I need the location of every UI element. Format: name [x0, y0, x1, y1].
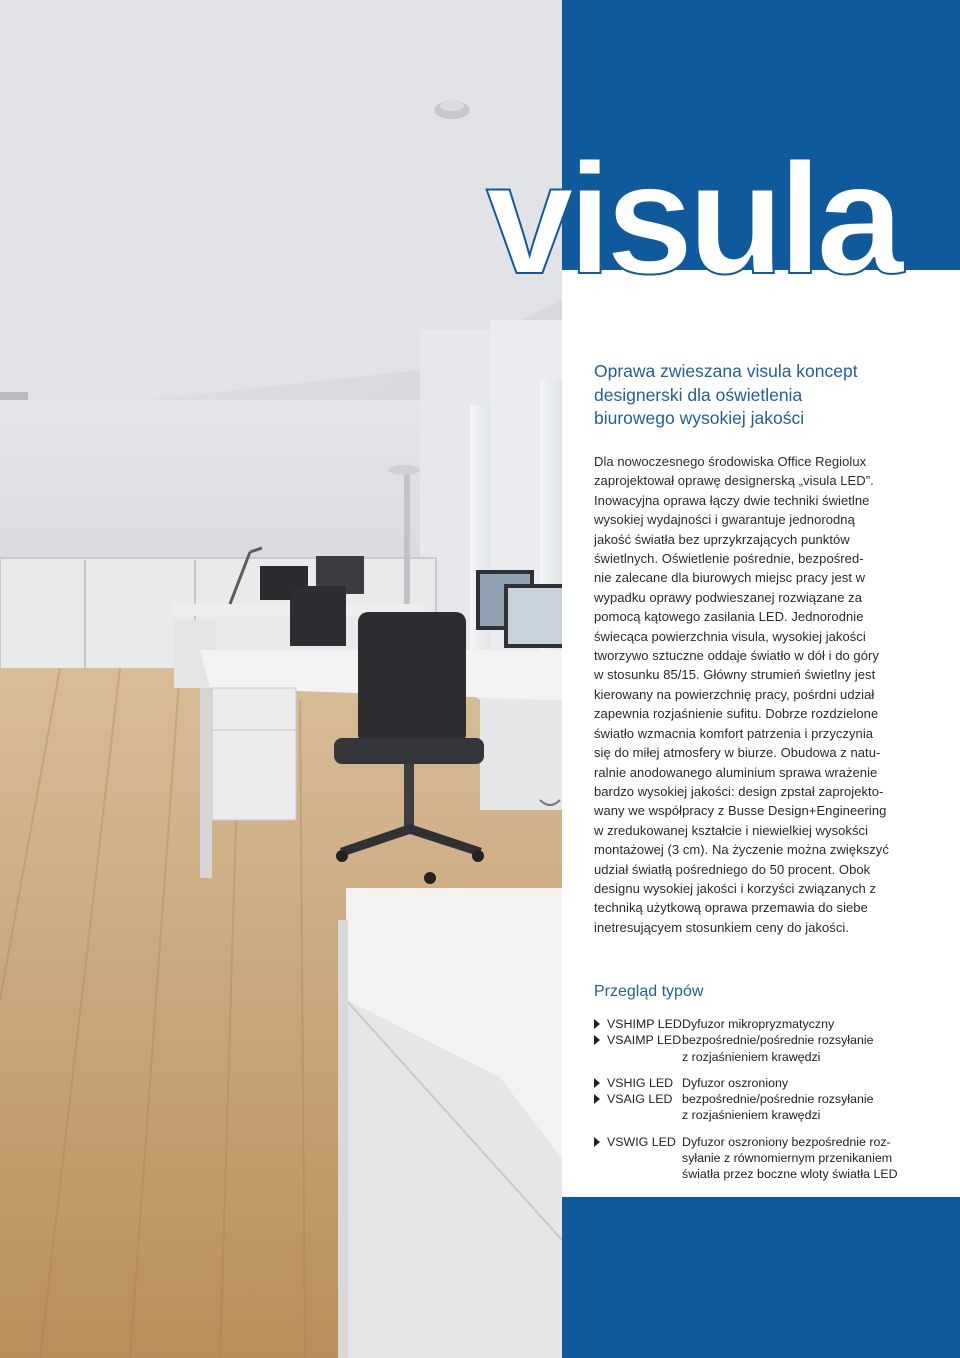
- paragraph-line: się do miłej atmosfery w biurze. Obudowa z natu-: [594, 745, 881, 761]
- product-title: visula: [486, 131, 898, 307]
- paragraph-line: zaprojektował oprawę designerską „visula LED”.: [594, 473, 874, 489]
- paragraph-line: tworzywo sztuczne oddaje światło w dół i do góry: [594, 648, 879, 664]
- paragraph-line: w stosunku 85/15. Główny strumień świetlny jest: [594, 667, 876, 683]
- type-code: VSAIMP LED: [594, 1032, 682, 1048]
- type-code: VSWIG LED: [594, 1134, 682, 1150]
- paragraph-line: Dla nowoczesnego środowiska Office Regiolux: [594, 454, 867, 469]
- paragraph-line: w zredukowanej kształcie i niewielkiej wysokści: [594, 822, 869, 838]
- paragraph-line: bardzo wysokiej jakości: design zpstał zaprojekto-: [594, 783, 884, 799]
- triangle-bullet-icon: [594, 1094, 600, 1104]
- paragraph-line: jakość światła bez uprzykrzających punktów: [594, 531, 850, 547]
- paragraph-line: Inowacyjna oprawa łączy dwie techniki świetlne: [594, 492, 870, 508]
- paragraph-line: wypadku oprawy podwieszanej rozwiązane za: [594, 589, 862, 605]
- type-code: VSHIMP LED: [594, 1016, 682, 1032]
- paragraph-line: światło wzmacnia komfort patrzenia i przyczynia: [594, 725, 874, 741]
- type-code: VSHIG LED: [594, 1075, 682, 1091]
- subtitle-line: biurowego wysokiej jakości: [594, 408, 805, 428]
- type-group: [594, 1075, 924, 1124]
- subtitle: [594, 360, 924, 431]
- paragraph-line: wany we współpracy z Busse Design+Engineering: [594, 803, 887, 819]
- paragraph-line: zapewnia rozjaśnienie sufitu. Dobrze rozdzielone: [594, 706, 879, 722]
- triangle-bullet-icon: [594, 1078, 600, 1088]
- paragraph-line: designu wysokiej jakości i korzyści związanych z: [594, 880, 877, 896]
- paragraph-line: inetresującyem stosunkiem ceny do jakości.: [594, 919, 849, 935]
- paragraph-line: montażowej (3 cm). Na życzenie można zwiększyć: [594, 842, 889, 858]
- description-paragraph: [594, 452, 928, 937]
- subtitle-line: designerski dla oświetlenia: [594, 384, 803, 405]
- paragraph-line: ralnie anodowanego aluminium sprawa wrażenie: [594, 764, 878, 780]
- paragraph-line: wysokiej wydajności i gwarantuje jednorodną: [594, 512, 855, 528]
- type-description: Dyfuzor oszroniony bezpośrednie roz- syłanie z równomiernym przenikaniem światła przez boczne wloty światła LED: [682, 1134, 898, 1182]
- triangle-bullet-icon: [594, 1019, 600, 1029]
- paragraph-line: udział światłą pośredniego do 50 procent. Obok: [594, 861, 871, 877]
- paragraph-line: nie zalecane dla biurowych miejsc pracy jest w: [594, 570, 866, 586]
- blue-footer-block: [562, 1197, 960, 1358]
- type-code: VSAIG LED: [594, 1091, 682, 1107]
- paragraph-line: świetlnych. Oświetlenie pośrednie, bezpośred-: [594, 551, 864, 567]
- paragraph-line: techniką użytkową oprawa przemawia do siebe: [594, 900, 868, 916]
- subtitle-line: Oprawa zwieszana visula koncept: [594, 361, 858, 381]
- triangle-bullet-icon: [594, 1035, 600, 1045]
- triangle-bullet-icon: [594, 1137, 600, 1147]
- type-description: Dyfuzor mikropryzmatyczny bezpośrednie/pośrednie rozsyłanie z rozjaśnieniem krawędzi: [682, 1017, 874, 1064]
- types-heading: Przegląd typów: [594, 983, 704, 1000]
- paragraph-line: kierowany na powierzchnię pracy, pośrdni udział: [594, 686, 875, 702]
- type-description: Dyfuzor oszroniony bezpośrednie/pośrednie rozsyłanie z rozjaśnieniem krawędzi: [682, 1075, 874, 1123]
- type-group: [594, 1016, 924, 1065]
- type-group: [594, 1134, 924, 1183]
- paragraph-line: pomocą kątowego zasilania LED. Jednorodnie: [594, 609, 864, 625]
- paragraph-line: świecąca powierzchnia visula, wysokiej jakości: [594, 628, 866, 644]
- types-list: [594, 1016, 924, 1193]
